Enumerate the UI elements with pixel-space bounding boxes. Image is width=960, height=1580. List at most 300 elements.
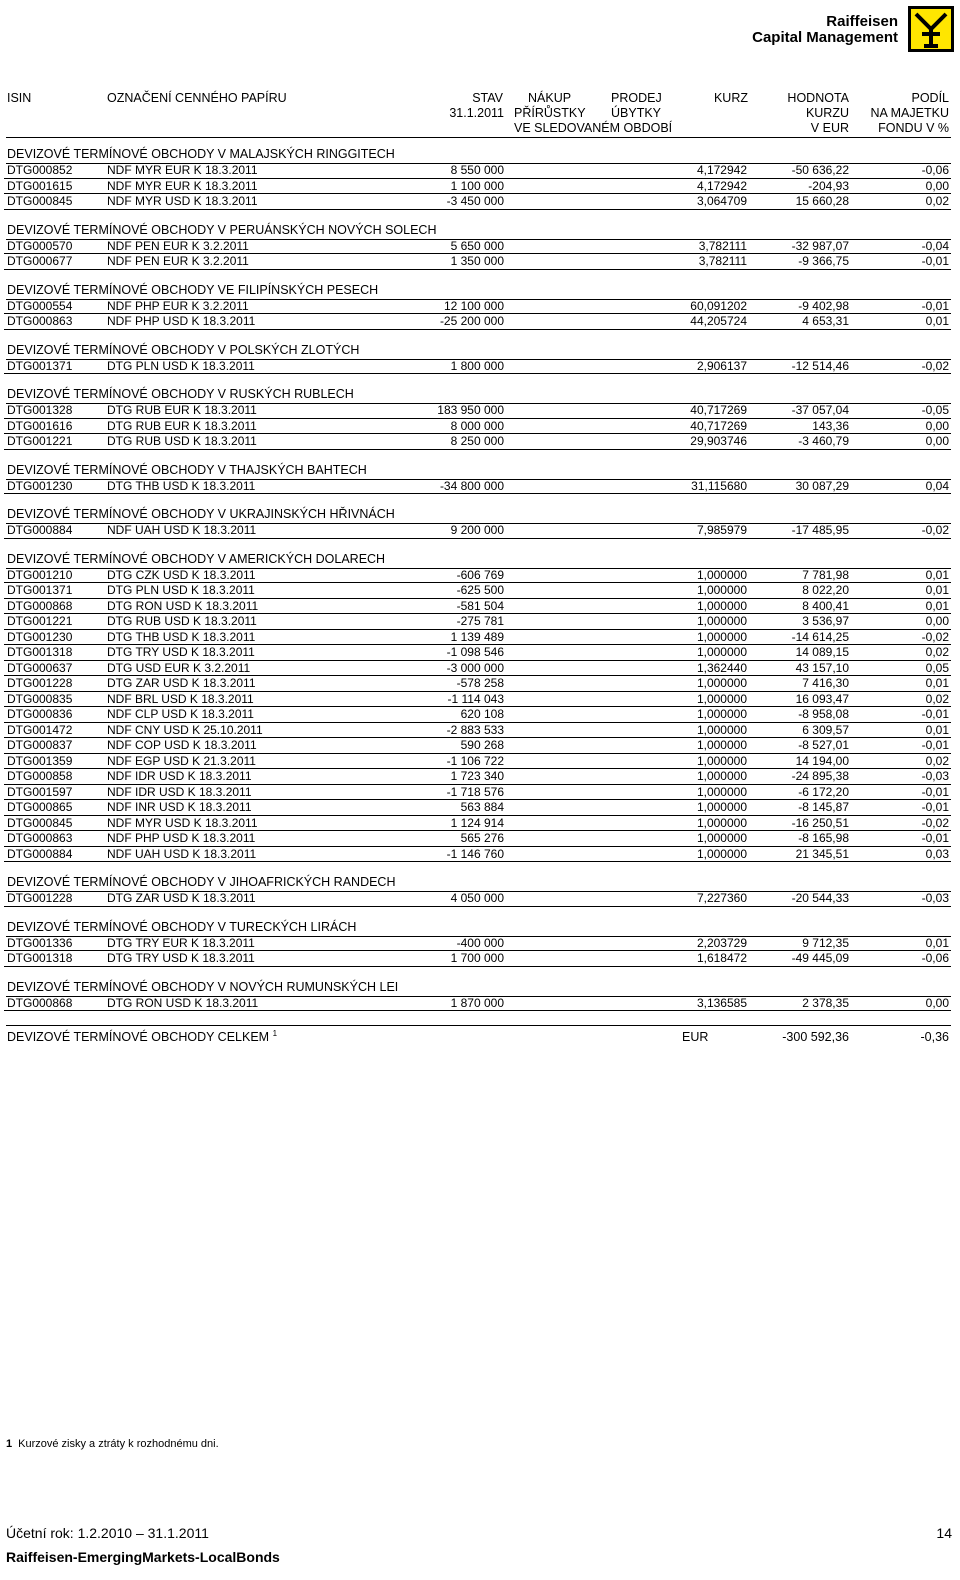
logo-line2: Capital Management [752, 29, 898, 46]
cell-podil: 0,00 [925, 178, 949, 193]
cell-podil: -0,01 [921, 254, 949, 268]
cell-isin: DTG001221 [7, 614, 73, 628]
cell-kurz: 4,172942 [696, 163, 747, 177]
total-footnote-ref: 1 [272, 1029, 278, 1038]
cell-podil: 0,05 [925, 660, 949, 675]
cell-hodnota: -50 636,22 [791, 163, 849, 177]
cell-name: DTG TRY EUR K 18.3.2011 [107, 935, 255, 950]
cell-name: NDF UAH USD K 18.3.2011 [107, 523, 257, 537]
cell-kurz: 1,000000 [696, 567, 747, 582]
section-title: DEVIZOVÉ TERMÍNOVÉ OBCHODY V UKRAJINSKÝCH HŘIVNÁCH [7, 507, 395, 521]
cell-podil: 0,02 [925, 753, 949, 768]
cell-name: DTG RUB USD K 18.3.2011 [107, 614, 257, 628]
cell-kurz: 3,782111 [698, 254, 747, 268]
cell-podil: 0,00 [925, 434, 949, 448]
cell-podil: -0,01 [921, 784, 949, 799]
table-row [4, 239, 951, 255]
cell-kurz: 1,000000 [696, 583, 747, 597]
cell-isin: DTG000837 [7, 738, 73, 752]
cell-name: DTG RUB USD K 18.3.2011 [107, 434, 257, 448]
cell-stav: 1 100 000 [450, 178, 504, 193]
header-podil: PODÍL [911, 91, 949, 105]
cell-hodnota: 21 345,51 [795, 846, 849, 861]
cell-isin: DTG000845 [7, 194, 73, 208]
header-hodnota-kurzu: KURZU [805, 106, 849, 120]
cell-podil: 0,04 [925, 478, 949, 493]
cell-hodnota: -20 544,33 [791, 891, 849, 905]
cell-podil: 0,00 [925, 995, 949, 1010]
cell-kurz: 3,782111 [698, 238, 747, 253]
total-label: DEVIZOVÉ TERMÍNOVÉ OBCHODY CELKEM [7, 1030, 270, 1044]
cell-isin: DTG001228 [7, 891, 73, 905]
cell-hodnota: -37 057,04 [791, 403, 849, 417]
cell-stav: 12 100 000 [443, 298, 504, 313]
cell-stav: 565 276 [460, 831, 504, 845]
table-row [4, 754, 951, 770]
cell-isin: DTG001615 [7, 178, 73, 193]
table-row [4, 707, 951, 723]
cell-name: DTG RON USD K 18.3.2011 [107, 598, 259, 613]
cell-kurz: 1,362440 [696, 660, 747, 675]
cell-name: NDF BRL USD K 18.3.2011 [107, 691, 254, 706]
total-currency: EUR [682, 1030, 709, 1044]
total-rule [6, 1025, 951, 1026]
table-row [4, 359, 951, 375]
cell-podil: 0,02 [925, 194, 949, 208]
cell-hodnota: 8 022,20 [802, 583, 849, 597]
footnote [6, 1438, 219, 1450]
cell-podil: 0,00 [925, 418, 949, 433]
cell-kurz: 1,000000 [696, 629, 747, 644]
cell-kurz: 1,000000 [696, 831, 747, 845]
cell-isin: DTG001616 [7, 418, 73, 433]
cell-isin: DTG001210 [7, 567, 73, 582]
cell-kurz: 60,091202 [690, 298, 747, 313]
cell-name: NDF PEN EUR K 3.2.2011 [107, 238, 249, 253]
cell-hodnota: -9 366,75 [798, 254, 849, 268]
table-row [4, 676, 951, 692]
header-nakup: NÁKUP [528, 91, 572, 105]
cell-podil: -0,02 [921, 358, 949, 373]
table-row [4, 645, 951, 661]
cell-kurz: 1,000000 [696, 691, 747, 706]
cell-hodnota: 4 653,31 [802, 314, 849, 328]
header-hodnota: HODNOTA [787, 91, 849, 105]
cell-isin: DTG001228 [7, 676, 73, 690]
cell-podil: 0,03 [925, 846, 949, 861]
cell-isin: DTG000637 [7, 660, 73, 675]
section-title: DEVIZOVÉ TERMÍNOVÉ OBCHODY V MALAJSKÝCH RINGGITECH [7, 147, 395, 161]
header-podil-majetku: NA MAJETKU [870, 106, 949, 120]
table-row [4, 951, 951, 967]
section-title: DEVIZOVÉ TERMÍNOVÉ OBCHODY V PERUÁNSKÝCH NOVÝCH SOLECH [7, 222, 437, 237]
cell-kurz: 1,000000 [696, 769, 747, 783]
cell-hodnota: -17 485,95 [791, 523, 849, 537]
cell-podil: 0,00 [925, 614, 949, 628]
cell-isin: DTG000884 [7, 523, 73, 537]
cell-podil: -0,04 [921, 238, 949, 253]
cell-podil: -0,03 [921, 769, 949, 783]
cell-name: NDF UAH USD K 18.3.2011 [107, 846, 257, 861]
cell-podil: 0,01 [925, 583, 949, 597]
cell-isin: DTG000868 [7, 995, 73, 1010]
cell-hodnota: -32 987,07 [791, 238, 849, 253]
cell-kurz: 1,000000 [696, 722, 747, 737]
cell-stav: 1 800 000 [450, 358, 504, 373]
cell-stav: -581 504 [456, 598, 504, 613]
cell-isin: DTG001371 [7, 358, 73, 373]
header-nakup-sub: PŘÍRŮSTKY [514, 106, 586, 120]
cell-podil: -0,01 [921, 707, 949, 721]
cell-kurz: 1,000000 [696, 598, 747, 613]
cell-kurz: 1,000000 [696, 614, 747, 628]
table-row [4, 419, 951, 435]
cell-isin: DTG001230 [7, 629, 73, 644]
cell-isin: DTG000852 [7, 163, 73, 177]
cell-isin: DTG000845 [7, 815, 73, 830]
cell-hodnota: -49 445,09 [791, 951, 849, 965]
cell-name: NDF MYR EUR K 18.3.2011 [107, 178, 258, 193]
header-isin: ISIN [7, 91, 32, 105]
cell-isin: DTG001597 [7, 784, 73, 799]
cell-isin: DTG001371 [7, 583, 73, 597]
cell-isin: DTG000858 [7, 769, 73, 783]
header-prodej-sub: ÚBYTKY [611, 106, 662, 120]
cell-stav: -625 500 [456, 583, 504, 597]
cell-name: NDF PHP USD K 18.3.2011 [107, 314, 256, 328]
table-row [4, 891, 951, 907]
raiffeisen-logo [730, 6, 954, 54]
cell-hodnota: -8 145,87 [798, 800, 849, 814]
logo-text [730, 14, 898, 46]
total-hodnota: -300 592,36 [782, 1030, 849, 1044]
section-title: DEVIZOVÉ TERMÍNOVÉ OBCHODY VE FILIPÍNSKÝCH PESECH [7, 282, 379, 297]
cell-hodnota: -9 402,98 [798, 298, 849, 313]
table-row [4, 630, 951, 646]
cell-podil: 0,02 [925, 691, 949, 706]
table-row [4, 163, 951, 179]
cell-hodnota: 14 089,15 [795, 645, 849, 659]
cell-hodnota: -8 958,08 [798, 707, 849, 721]
cell-hodnota: -8 165,98 [798, 831, 849, 845]
cell-kurz: 2,906137 [696, 358, 747, 373]
cell-stav: 8 550 000 [450, 163, 504, 177]
cell-podil: -0,02 [921, 815, 949, 830]
cell-kurz: 44,205724 [690, 314, 747, 328]
cell-name: NDF PHP EUR K 3.2.2011 [107, 298, 249, 313]
cell-podil: -0,05 [921, 403, 949, 417]
cell-kurz: 1,000000 [696, 707, 747, 721]
cell-kurz: 1,000000 [696, 738, 747, 752]
cell-name: DTG TRY USD K 18.3.2011 [107, 645, 255, 659]
cell-kurz: 40,717269 [690, 418, 747, 433]
cell-podil: -0,06 [921, 951, 949, 965]
cell-podil: 0,01 [925, 567, 949, 582]
cell-kurz: 31,115680 [691, 478, 747, 493]
cell-hodnota: 2 378,35 [802, 995, 849, 1010]
raiffeisen-gable-icon [908, 6, 954, 52]
cell-isin: DTG001221 [7, 434, 73, 448]
table-row [4, 723, 951, 739]
cell-hodnota: 7 416,30 [802, 676, 849, 690]
cell-stav: 1 723 340 [450, 769, 504, 783]
total-label-wrap [7, 1029, 277, 1044]
cell-stav: 1 139 489 [450, 629, 504, 644]
cell-podil: 0,02 [925, 645, 949, 659]
cell-name: NDF IDR USD K 18.3.2011 [107, 769, 252, 783]
cell-name: NDF COP USD K 18.3.2011 [107, 738, 257, 752]
table-row [4, 800, 951, 816]
cell-name: NDF PHP USD K 18.3.2011 [107, 831, 256, 845]
header-period: VE SLEDOVANÉM OBDOBÍ [514, 121, 673, 135]
section-title: DEVIZOVÉ TERMÍNOVÉ OBCHODY V RUSKÝCH RUBLECH [7, 387, 354, 401]
header-name: OZNAČENÍ CENNÉHO PAPÍRU [107, 91, 287, 105]
cell-stav: 8 000 000 [450, 418, 504, 433]
cell-stav: -578 258 [456, 676, 504, 690]
cell-stav: -1 146 760 [446, 846, 504, 861]
cell-name: DTG RON USD K 18.3.2011 [107, 995, 259, 1010]
header-kurz: KURZ [713, 91, 748, 105]
cell-kurz: 1,000000 [696, 784, 747, 799]
table-row [4, 831, 951, 847]
cell-isin: DTG000884 [7, 846, 73, 861]
section-title: DEVIZOVÉ TERMÍNOVÉ OBCHODY V THAJSKÝCH BAHTECH [7, 462, 367, 477]
cell-podil: -0,06 [921, 163, 949, 177]
cell-isin: DTG000554 [7, 298, 73, 313]
cell-isin: DTG001230 [7, 478, 73, 493]
cell-name: DTG ZAR USD K 18.3.2011 [107, 676, 256, 690]
cell-hodnota: -16 250,51 [791, 815, 849, 830]
cell-hodnota: 3 536,97 [802, 614, 849, 628]
table-row [4, 614, 951, 630]
section-title: DEVIZOVÉ TERMÍNOVÉ OBCHODY V TURECKÝCH LIRÁCH [7, 919, 357, 934]
table-row [4, 314, 951, 330]
cell-isin: DTG001336 [7, 935, 73, 950]
cell-podil: 0,01 [925, 676, 949, 690]
cell-hodnota: -204,93 [808, 178, 849, 193]
cell-kurz: 1,000000 [696, 800, 747, 814]
cell-stav: 1 870 000 [450, 995, 504, 1010]
cell-kurz: 4,172942 [696, 178, 747, 193]
cell-name: DTG CZK USD K 18.3.2011 [107, 567, 256, 582]
cell-hodnota: 8 400,41 [802, 598, 849, 613]
cell-stav: 1 350 000 [450, 254, 504, 268]
cell-hodnota: 14 194,00 [795, 753, 849, 768]
table-row [4, 996, 951, 1012]
cell-podil: 0,01 [925, 935, 949, 950]
cell-isin: DTG000570 [7, 238, 73, 253]
table-row [4, 785, 951, 801]
table-row [4, 254, 951, 270]
cell-hodnota: -14 614,25 [791, 629, 849, 644]
cell-podil: -0,01 [921, 831, 949, 845]
cell-kurz: 1,000000 [696, 676, 747, 690]
cell-isin: DTG001328 [7, 403, 73, 417]
table-row [4, 936, 951, 952]
cell-kurz: 3,136585 [696, 995, 747, 1010]
header-prodej: PRODEJ [611, 91, 662, 105]
cell-stav: -1 106 722 [446, 753, 504, 768]
cell-kurz: 40,717269 [690, 403, 747, 417]
cell-podil: -0,01 [921, 298, 949, 313]
cell-hodnota: -24 895,38 [791, 769, 849, 783]
table-row [4, 568, 951, 584]
cell-name: DTG ZAR USD K 18.3.2011 [107, 891, 256, 905]
cell-hodnota: 15 660,28 [795, 194, 849, 208]
cell-stav: 9 200 000 [450, 523, 504, 537]
page-number: 14 [936, 1525, 952, 1541]
cell-kurz: 29,903746 [690, 434, 747, 448]
cell-stav: -1 718 576 [446, 784, 504, 799]
cell-hodnota: -12 514,46 [791, 358, 849, 373]
table-row [4, 403, 951, 419]
cell-hodnota: -8 527,01 [798, 738, 849, 752]
cell-stav: 183 950 000 [437, 403, 504, 417]
header-rule [6, 137, 951, 138]
table-row [4, 299, 951, 315]
cell-hodnota: 6 309,57 [802, 722, 849, 737]
cell-isin: DTG000835 [7, 691, 73, 706]
cell-name: NDF EGP USD K 21.3.2011 [107, 753, 256, 768]
cell-isin: DTG000836 [7, 707, 73, 721]
cell-isin: DTG001359 [7, 753, 73, 768]
table-row [4, 738, 951, 754]
cell-name: DTG THB USD K 18.3.2011 [107, 478, 256, 493]
footer-period: Účetní rok: 1.2.2010 – 31.1.2011 [6, 1525, 209, 1541]
cell-hodnota: 7 781,98 [802, 567, 849, 582]
table-row [4, 583, 951, 599]
cell-name: DTG RUB EUR K 18.3.2011 [107, 403, 257, 417]
cell-hodnota: 9 712,35 [802, 935, 849, 950]
cell-hodnota: 30 087,29 [795, 478, 849, 493]
cell-stav: -400 000 [456, 935, 504, 950]
cell-stav: -34 800 000 [439, 478, 504, 493]
table-row [4, 599, 951, 615]
cell-isin: DTG000677 [7, 254, 73, 268]
cell-name: DTG USD EUR K 3.2.2011 [107, 660, 251, 675]
cell-stav: -25 200 000 [439, 314, 504, 328]
cell-stav: 5 650 000 [450, 238, 504, 253]
cell-podil: -0,01 [921, 800, 949, 814]
cell-stav: -2 883 533 [446, 722, 504, 737]
section-title: DEVIZOVÉ TERMÍNOVÉ OBCHODY V NOVÝCH RUMUNSKÝCH LEI [7, 979, 399, 994]
cell-podil: -0,01 [921, 738, 949, 752]
cell-podil: 0,01 [925, 722, 949, 737]
cell-stav: -606 769 [456, 567, 504, 582]
logo-line1: Raiffeisen [826, 13, 898, 30]
cell-name: NDF MYR USD K 18.3.2011 [107, 815, 258, 830]
table-row [4, 179, 951, 195]
table-header [0, 91, 960, 135]
cell-kurz: 3,064709 [696, 194, 747, 208]
cell-name: DTG THB USD K 18.3.2011 [107, 629, 256, 644]
footnote-number: 1 [6, 1438, 13, 1450]
fund-name: Raiffeisen-EmergingMarkets-LocalBonds [6, 1549, 280, 1565]
cell-stav: 8 250 000 [450, 434, 504, 448]
cell-kurz: 1,000000 [696, 645, 747, 659]
header-stav: STAV [472, 91, 503, 105]
cell-name: NDF INR USD K 18.3.2011 [107, 800, 252, 814]
cell-kurz: 2,203729 [696, 935, 747, 950]
cell-name: NDF MYR USD K 18.3.2011 [107, 194, 258, 208]
header-hodnota-eur: V EUR [810, 121, 849, 135]
cell-hodnota: 143,36 [812, 418, 849, 433]
cell-stav: 4 050 000 [450, 891, 504, 905]
cell-isin: DTG001318 [7, 951, 73, 965]
cell-stav: 1 700 000 [450, 951, 504, 965]
cell-podil: -0,03 [921, 891, 949, 905]
table-row [4, 661, 951, 677]
cell-podil: 0,01 [925, 598, 949, 613]
cell-podil: 0,01 [925, 314, 949, 328]
footnote-text: Kurzové zisky a ztráty k rozhodnému dni. [18, 1438, 219, 1450]
cell-stav: -3 000 000 [446, 660, 504, 675]
section-title: DEVIZOVÉ TERMÍNOVÉ OBCHODY V POLSKÝCH ZLOTÝCH [7, 342, 360, 357]
cell-stav: 590 268 [460, 738, 504, 752]
cell-stav: 563 884 [460, 800, 504, 814]
cell-kurz: 7,227360 [696, 891, 747, 905]
table-row [4, 194, 951, 210]
section-title: DEVIZOVÉ TERMÍNOVÉ OBCHODY V AMERICKÝCH DOLARECH [7, 551, 386, 566]
cell-stav: 620 108 [460, 707, 504, 721]
cell-isin: DTG000865 [7, 800, 73, 814]
cell-kurz: 1,000000 [696, 815, 747, 830]
cell-stav: -275 781 [456, 614, 504, 628]
header-stav-date: 31.1.2011 [449, 106, 504, 120]
header-podil-fondu: FONDU V % [878, 121, 949, 135]
table-row [4, 523, 951, 539]
cell-name: NDF IDR USD K 18.3.2011 [107, 784, 252, 799]
cell-isin: DTG001318 [7, 645, 73, 659]
cell-name: DTG RUB EUR K 18.3.2011 [107, 418, 257, 433]
cell-name: NDF CNY USD K 25.10.2011 [107, 722, 263, 737]
total-podil: -0,36 [920, 1030, 949, 1044]
table-row [4, 769, 951, 785]
cell-name: NDF CLP USD K 18.3.2011 [107, 707, 254, 721]
cell-hodnota: 16 093,47 [795, 691, 849, 706]
cell-name: DTG PLN USD K 18.3.2011 [107, 358, 255, 373]
cell-stav: 1 124 914 [450, 815, 504, 830]
cell-isin: DTG001472 [7, 722, 73, 737]
cell-name: NDF PEN EUR K 3.2.2011 [107, 254, 249, 268]
table-row [4, 847, 951, 863]
cell-isin: DTG000868 [7, 598, 73, 613]
cell-hodnota: 43 157,10 [795, 660, 849, 675]
cell-kurz: 7,985979 [696, 523, 747, 537]
cell-kurz: 1,000000 [696, 846, 747, 861]
cell-name: DTG PLN USD K 18.3.2011 [107, 583, 255, 597]
section-title: DEVIZOVÉ TERMÍNOVÉ OBCHODY V JIHOAFRICKÝCH RANDECH [7, 875, 396, 889]
cell-hodnota: -6 172,20 [798, 784, 849, 799]
cell-isin: DTG000863 [7, 831, 73, 845]
cell-kurz: 1,000000 [696, 753, 747, 768]
cell-name: DTG TRY USD K 18.3.2011 [107, 951, 255, 965]
cell-name: NDF MYR EUR K 18.3.2011 [107, 163, 258, 177]
cell-kurz: 1,618472 [696, 951, 747, 965]
table-row [4, 434, 951, 450]
cell-hodnota: -3 460,79 [798, 434, 849, 448]
cell-stav: -1 098 546 [446, 645, 504, 659]
cell-stav: -1 114 043 [447, 691, 504, 706]
cell-stav: -3 450 000 [446, 194, 504, 208]
table-row [4, 692, 951, 708]
total-row [4, 1029, 951, 1045]
cell-isin: DTG000863 [7, 314, 73, 328]
table-row [4, 479, 951, 495]
table-row [4, 816, 951, 832]
cell-podil: -0,02 [921, 629, 949, 644]
cell-podil: -0,02 [921, 523, 949, 537]
